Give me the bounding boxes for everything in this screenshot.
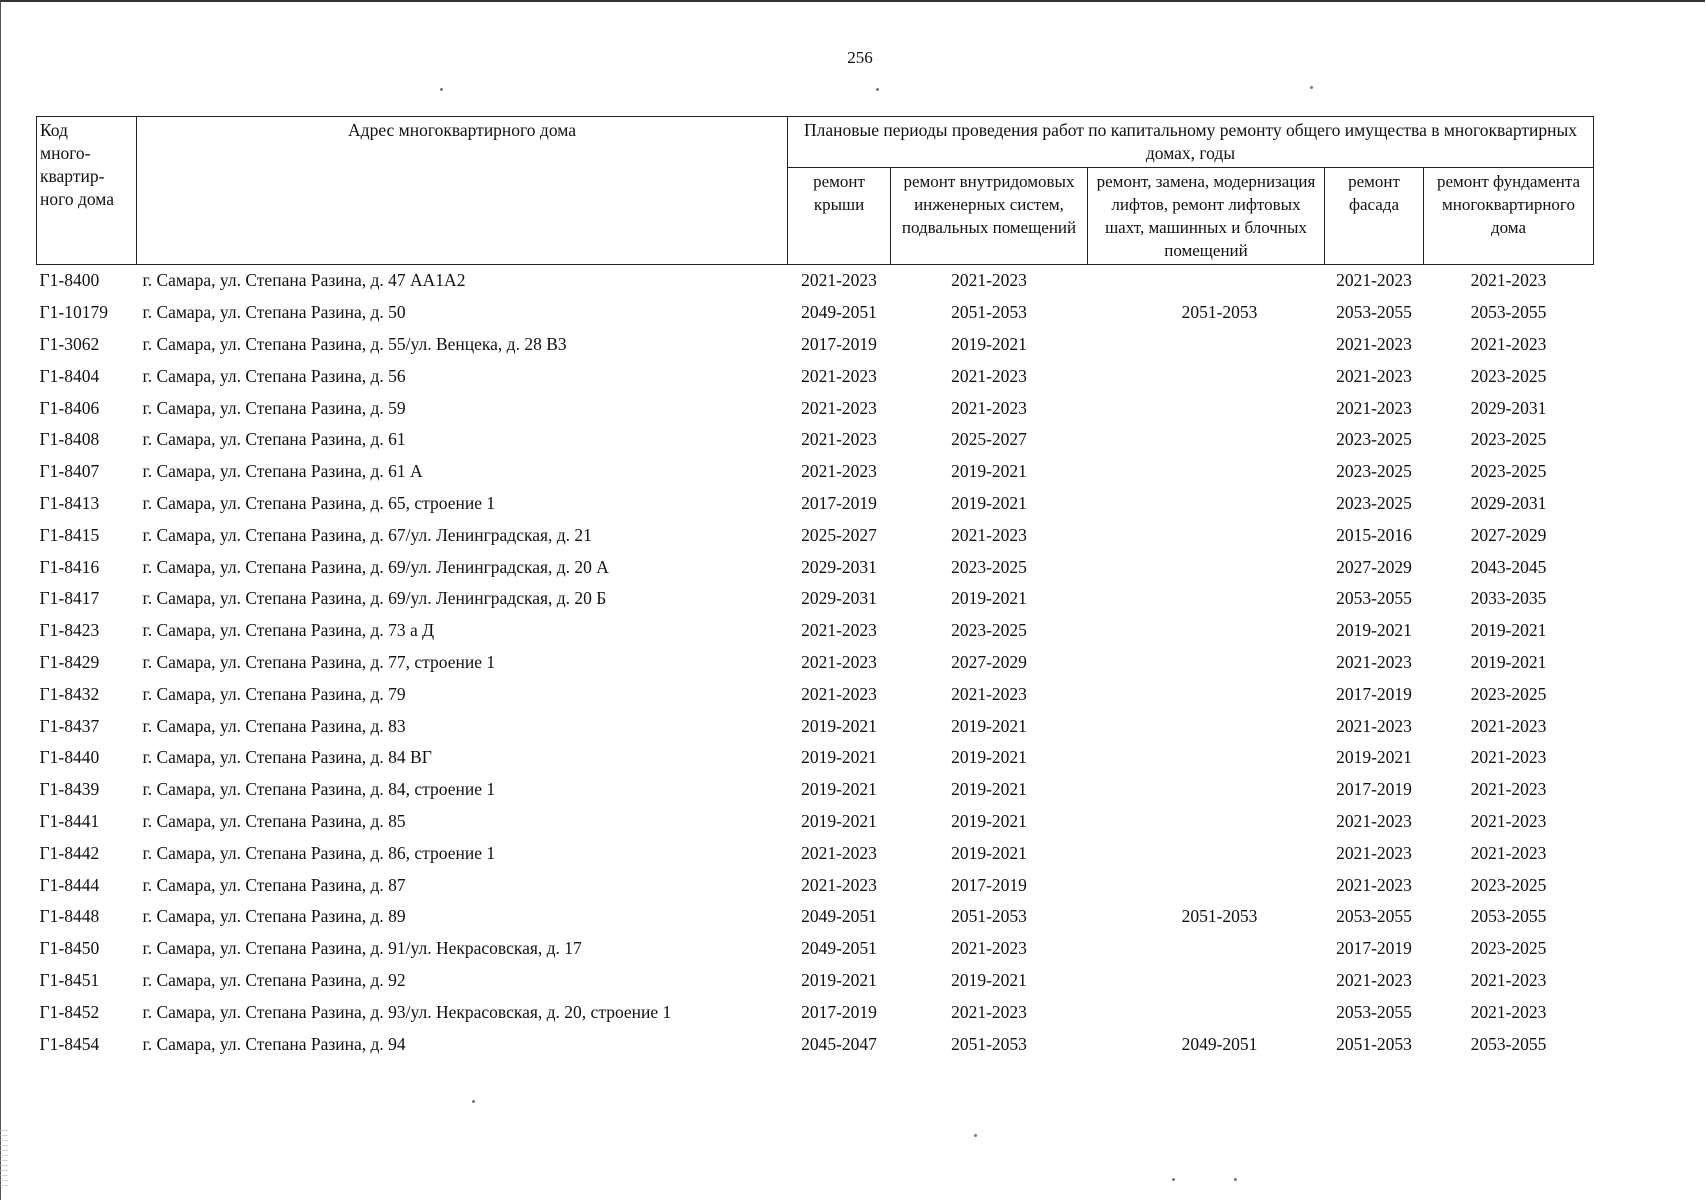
house-code: Г1-8444 — [39, 874, 100, 895]
table-row — [37, 265, 1594, 297]
header-systems-text: ремонт внутридомовых инженерных систем, подвальных помещений — [901, 172, 1077, 237]
foundation-period: 2053-2055 — [1470, 1033, 1547, 1054]
header-lift — [1088, 168, 1325, 265]
scan-speck — [876, 88, 879, 91]
table-row — [37, 1028, 1594, 1060]
house-code: Г1-8415 — [39, 524, 100, 545]
foundation-period: 2029-2031 — [1470, 492, 1547, 513]
house-code: Г1-8441 — [39, 810, 100, 831]
table-row — [37, 360, 1594, 392]
house-code: Г1-8450 — [39, 938, 100, 959]
lift-period — [1088, 329, 1325, 361]
house-address: г. Самара, ул. Степана Разина, д. 47 АА1А2 — [142, 270, 466, 291]
systems-period: 2017-2019 — [951, 874, 1027, 895]
roof-period: 2019-2021 — [801, 715, 877, 736]
scan-speck — [1234, 1178, 1237, 1181]
table-row — [37, 424, 1594, 456]
lift-period — [1088, 519, 1325, 551]
systems-period: 2023-2025 — [951, 620, 1027, 641]
lift-period — [1088, 806, 1325, 838]
lift-period — [1088, 360, 1325, 392]
house-code: Г1-8439 — [39, 779, 100, 800]
lift-period — [1088, 424, 1325, 456]
table-body — [37, 265, 1594, 1060]
page-number: 256 — [847, 48, 873, 67]
house-address: г. Самара, ул. Степана Разина, д. 69/ул. Ленинградская, д. 20 Б — [142, 588, 607, 609]
foundation-period: 2021-2023 — [1470, 842, 1547, 863]
systems-period: 2021-2023 — [951, 524, 1027, 545]
foundation-period: 2019-2021 — [1470, 620, 1547, 641]
systems-period: 2021-2023 — [951, 365, 1027, 386]
roof-period: 2019-2021 — [801, 779, 877, 800]
foundation-period: 2023-2025 — [1470, 365, 1547, 386]
table-header — [37, 117, 1594, 265]
table-row — [37, 965, 1594, 997]
lift-period — [1088, 678, 1325, 710]
foundation-period: 2027-2029 — [1470, 524, 1547, 545]
facade-period: 2023-2025 — [1336, 461, 1412, 482]
house-address: г. Самара, ул. Степана Разина, д. 56 — [142, 365, 406, 386]
facade-period: 2053-2055 — [1336, 302, 1412, 323]
roof-period: 2025-2027 — [801, 524, 877, 545]
table-row — [37, 933, 1594, 965]
foundation-period: 2021-2023 — [1470, 1001, 1547, 1022]
facade-period: 2019-2021 — [1336, 620, 1412, 641]
roof-period: 2021-2023 — [801, 270, 877, 291]
table-row — [37, 551, 1594, 583]
header-systems — [891, 168, 1088, 265]
roof-period: 2049-2051 — [801, 302, 877, 323]
foundation-period: 2029-2031 — [1470, 397, 1547, 418]
house-address: г. Самара, ул. Степана Разина, д. 69/ул. Ленинградская, д. 20 А — [142, 556, 609, 577]
lift-period: 2049-2051 — [1181, 1033, 1258, 1054]
facade-period: 2017-2019 — [1336, 683, 1412, 704]
foundation-period: 2021-2023 — [1470, 270, 1547, 291]
house-code: Г1-8417 — [39, 588, 100, 609]
foundation-period: 2021-2023 — [1470, 747, 1547, 768]
house-address: г. Самара, ул. Степана Разина, д. 65, строение 1 — [142, 492, 496, 513]
table-row — [37, 488, 1594, 520]
systems-period: 2027-2029 — [951, 651, 1027, 672]
lift-period — [1088, 615, 1325, 647]
facade-period: 2017-2019 — [1336, 779, 1412, 800]
header-roof-text: ремонт крыши — [813, 172, 865, 214]
house-code: Г1-8429 — [39, 651, 100, 672]
systems-period: 2021-2023 — [951, 397, 1027, 418]
systems-period: 2025-2027 — [951, 429, 1027, 450]
lift-period — [1088, 742, 1325, 774]
house-address: г. Самара, ул. Степана Разина, д. 67/ул. Ленинградская, д. 21 — [142, 524, 592, 545]
house-code: Г1-10179 — [39, 302, 108, 323]
systems-period: 2019-2021 — [951, 492, 1027, 513]
house-address: г. Самара, ул. Степана Разина, д. 84, строение 1 — [142, 779, 496, 800]
facade-period: 2023-2025 — [1336, 429, 1412, 450]
lift-period — [1088, 774, 1325, 806]
lift-period — [1088, 933, 1325, 965]
scan-speck — [472, 1100, 475, 1103]
house-code: Г1-8423 — [39, 620, 100, 641]
house-address: г. Самара, ул. Степана Разина, д. 55/ул. Венцека, д. 28 В3 — [142, 333, 567, 354]
roof-period: 2021-2023 — [801, 874, 877, 895]
facade-period: 2021-2023 — [1336, 270, 1412, 291]
systems-period: 2019-2021 — [951, 715, 1027, 736]
systems-period: 2051-2053 — [951, 302, 1027, 323]
table-row — [37, 297, 1594, 329]
house-address: г. Самара, ул. Степана Разина, д. 73 а Д — [142, 620, 435, 641]
house-address: г. Самара, ул. Степана Разина, д. 84 ВГ — [142, 747, 432, 768]
table-row — [37, 901, 1594, 933]
foundation-period: 2043-2045 — [1470, 556, 1547, 577]
header-periods-group: Плановые периоды проведения работ по капитальному ремонту общего имущества в многоквартирных домах, годы — [788, 117, 1594, 168]
foundation-period: 2023-2025 — [1470, 461, 1547, 482]
facade-period: 2027-2029 — [1336, 556, 1412, 577]
foundation-period: 2021-2023 — [1470, 810, 1547, 831]
header-code-text: Код много-квартир-ного дома — [40, 120, 115, 209]
house-code: Г1-8448 — [39, 906, 100, 927]
table-row — [37, 583, 1594, 615]
roof-period: 2045-2047 — [801, 1033, 877, 1054]
house-code: Г1-8451 — [39, 969, 100, 990]
house-address: г. Самара, ул. Степана Разина, д. 77, строение 1 — [142, 651, 496, 672]
systems-period: 2051-2053 — [951, 1033, 1027, 1054]
lift-period — [1088, 551, 1325, 583]
house-code: Г1-3062 — [39, 333, 100, 354]
systems-period: 2019-2021 — [951, 810, 1027, 831]
house-address: г. Самара, ул. Степана Разина, д. 91/ул. Некрасовская, д. 17 — [142, 938, 582, 959]
scan-edge-noise — [0, 1130, 8, 1190]
house-address: г. Самара, ул. Степана Разина, д. 94 — [142, 1033, 406, 1054]
header-foundation-text: ремонт фундамента многоквартирного дома — [1436, 172, 1581, 237]
lift-period — [1088, 647, 1325, 679]
systems-period: 2019-2021 — [951, 588, 1027, 609]
roof-period: 2019-2021 — [801, 747, 877, 768]
foundation-period: 2019-2021 — [1470, 651, 1547, 672]
house-code: Г1-8440 — [39, 747, 100, 768]
facade-period: 2021-2023 — [1336, 874, 1412, 895]
roof-period: 2017-2019 — [801, 1001, 877, 1022]
table-row — [37, 329, 1594, 361]
facade-period: 2023-2025 — [1336, 492, 1412, 513]
foundation-period: 2053-2055 — [1470, 302, 1547, 323]
lift-period — [1088, 456, 1325, 488]
header-facade — [1325, 168, 1424, 265]
table-row — [37, 519, 1594, 551]
foundation-period: 2023-2025 — [1470, 683, 1547, 704]
house-code: Г1-8406 — [39, 397, 100, 418]
lift-period — [1088, 837, 1325, 869]
table-row — [37, 456, 1594, 488]
scan-speck — [1310, 86, 1313, 89]
house-code: Г1-8437 — [39, 715, 100, 736]
repair-schedule-table — [36, 116, 1594, 1060]
roof-period: 2021-2023 — [801, 620, 877, 641]
table-row — [37, 678, 1594, 710]
foundation-period: 2021-2023 — [1470, 969, 1547, 990]
foundation-period: 2021-2023 — [1470, 333, 1547, 354]
roof-period: 2019-2021 — [801, 969, 877, 990]
header-address: Адрес многоквартирного дома — [137, 117, 788, 265]
table-row — [37, 996, 1594, 1028]
house-code: Г1-8404 — [39, 365, 100, 386]
systems-period: 2019-2021 — [951, 747, 1027, 768]
foundation-period: 2023-2025 — [1470, 874, 1547, 895]
roof-period: 2021-2023 — [801, 429, 877, 450]
facade-period: 2053-2055 — [1336, 588, 1412, 609]
table-row — [37, 392, 1594, 424]
foundation-period: 2023-2025 — [1470, 938, 1547, 959]
header-foundation — [1424, 168, 1594, 265]
systems-period: 2021-2023 — [951, 1001, 1027, 1022]
house-code: Г1-8416 — [39, 556, 100, 577]
house-address: г. Самара, ул. Степана Разина, д. 86, строение 1 — [142, 842, 496, 863]
facade-period: 2021-2023 — [1336, 842, 1412, 863]
systems-period: 2019-2021 — [951, 779, 1027, 800]
scan-speck — [440, 88, 443, 91]
house-address: г. Самара, ул. Степана Разина, д. 85 — [142, 810, 406, 831]
roof-period: 2017-2019 — [801, 333, 877, 354]
house-address: г. Самара, ул. Степана Разина, д. 87 — [142, 874, 406, 895]
systems-period: 2019-2021 — [951, 333, 1027, 354]
roof-period: 2021-2023 — [801, 651, 877, 672]
lift-period — [1088, 265, 1325, 297]
lift-period — [1088, 710, 1325, 742]
facade-period: 2021-2023 — [1336, 333, 1412, 354]
header-roof — [788, 168, 891, 265]
roof-period: 2021-2023 — [801, 842, 877, 863]
house-code: Г1-8442 — [39, 842, 100, 863]
table-row — [37, 742, 1594, 774]
facade-period: 2021-2023 — [1336, 651, 1412, 672]
roof-period: 2029-2031 — [801, 556, 877, 577]
table-row — [37, 806, 1594, 838]
lift-period: 2051-2053 — [1181, 302, 1258, 323]
roof-period: 2021-2023 — [801, 365, 877, 386]
house-code: Г1-8400 — [39, 270, 100, 291]
house-address: г. Самара, ул. Степана Разина, д. 59 — [142, 397, 406, 418]
table-row — [37, 774, 1594, 806]
lift-period — [1088, 869, 1325, 901]
house-address: г. Самара, ул. Степана Разина, д. 83 — [142, 715, 406, 736]
foundation-period: 2033-2035 — [1470, 588, 1547, 609]
table-row — [37, 710, 1594, 742]
house-address: г. Самара, ул. Степана Разина, д. 61 — [142, 429, 406, 450]
systems-period: 2051-2053 — [951, 906, 1027, 927]
house-address: г. Самара, ул. Степана Разина, д. 93/ул. Некрасовская, д. 20, строение 1 — [142, 1001, 672, 1022]
facade-period: 2021-2023 — [1336, 810, 1412, 831]
roof-period: 2021-2023 — [801, 397, 877, 418]
house-code: Г1-8408 — [39, 429, 100, 450]
roof-period: 2021-2023 — [801, 683, 877, 704]
facade-period: 2053-2055 — [1336, 1001, 1412, 1022]
house-code: Г1-8407 — [39, 461, 100, 482]
systems-period: 2023-2025 — [951, 556, 1027, 577]
facade-period: 2053-2055 — [1336, 906, 1412, 927]
lift-period — [1088, 392, 1325, 424]
table-row — [37, 837, 1594, 869]
lift-period: 2051-2053 — [1181, 906, 1258, 927]
scan-speck — [1172, 1178, 1175, 1181]
roof-period: 2021-2023 — [801, 461, 877, 482]
systems-period: 2021-2023 — [951, 270, 1027, 291]
table-row — [37, 615, 1594, 647]
systems-period: 2021-2023 — [951, 683, 1027, 704]
foundation-period: 2053-2055 — [1470, 906, 1547, 927]
house-address: г. Самара, ул. Степана Разина, д. 50 — [142, 302, 406, 323]
house-address: г. Самара, ул. Степана Разина, д. 79 — [142, 683, 406, 704]
house-code: Г1-8432 — [39, 683, 100, 704]
house-code: Г1-8452 — [39, 1001, 100, 1022]
roof-period: 2049-2051 — [801, 906, 877, 927]
house-address: г. Самара, ул. Степана Разина, д. 89 — [142, 906, 406, 927]
header-code — [37, 117, 137, 265]
lift-period — [1088, 965, 1325, 997]
table-row — [37, 869, 1594, 901]
house-address: г. Самара, ул. Степана Разина, д. 61 А — [142, 461, 423, 482]
header-lift-text: ремонт, замена, модернизация лифтов, ремонт лифтовых шахт, машинных и блочных помещений — [1096, 172, 1316, 260]
lift-period — [1088, 488, 1325, 520]
roof-period: 2029-2031 — [801, 588, 877, 609]
scan-speck — [974, 1134, 977, 1137]
table-row — [37, 647, 1594, 679]
facade-period: 2017-2019 — [1336, 938, 1412, 959]
house-address: г. Самара, ул. Степана Разина, д. 92 — [142, 969, 406, 990]
facade-period: 2051-2053 — [1336, 1033, 1412, 1054]
lift-period — [1088, 583, 1325, 615]
systems-period: 2019-2021 — [951, 461, 1027, 482]
foundation-period: 2023-2025 — [1470, 429, 1547, 450]
roof-period: 2017-2019 — [801, 492, 877, 513]
facade-period: 2021-2023 — [1336, 969, 1412, 990]
header-facade-text: ремонт фасада — [1348, 172, 1400, 214]
foundation-period: 2021-2023 — [1470, 715, 1547, 736]
facade-period: 2021-2023 — [1336, 715, 1412, 736]
facade-period: 2015-2016 — [1336, 524, 1412, 545]
house-code: Г1-8413 — [39, 492, 100, 513]
foundation-period: 2021-2023 — [1470, 779, 1547, 800]
systems-period: 2019-2021 — [951, 842, 1027, 863]
house-code: Г1-8454 — [39, 1033, 100, 1054]
facade-period: 2021-2023 — [1336, 365, 1412, 386]
systems-period: 2019-2021 — [951, 969, 1027, 990]
lift-period — [1088, 996, 1325, 1028]
facade-period: 2021-2023 — [1336, 397, 1412, 418]
roof-period: 2019-2021 — [801, 810, 877, 831]
roof-period: 2049-2051 — [801, 938, 877, 959]
systems-period: 2021-2023 — [951, 938, 1027, 959]
facade-period: 2019-2021 — [1336, 747, 1412, 768]
